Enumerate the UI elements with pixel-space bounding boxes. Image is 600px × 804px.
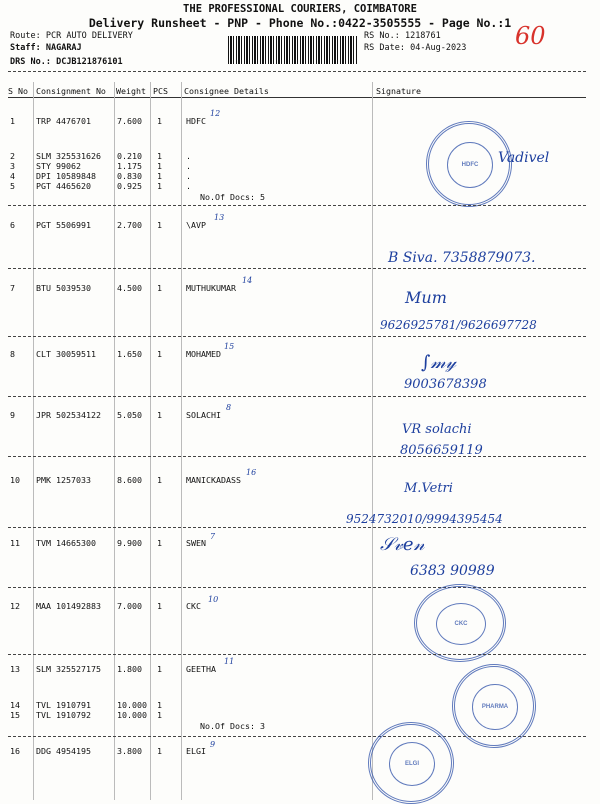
row-sno: 8	[10, 349, 15, 359]
row-consignment: TVL 1910792	[36, 710, 91, 720]
col-divider	[372, 82, 373, 800]
handwritten-mark: 16	[246, 468, 257, 477]
row-sno: 14	[10, 700, 20, 710]
handwritten-mark: 13	[214, 213, 225, 222]
handwritten-count: 60	[515, 22, 546, 50]
rs-date-label: RS Date:	[364, 43, 405, 53]
row-divider	[8, 587, 586, 588]
signature: VR solachi	[402, 422, 472, 437]
row-consignee: SWEN	[186, 538, 206, 548]
pharma-stamp: PHARMA	[452, 664, 536, 748]
row-sno: 1	[10, 116, 15, 126]
row-consignment: CLT 30059511	[36, 349, 96, 359]
row-pcs: 1	[157, 601, 162, 611]
col-divider	[150, 82, 151, 800]
row-divider	[8, 336, 586, 337]
row-consignee: GEETHA	[186, 664, 216, 674]
row-consignee: MOHAMED	[186, 349, 221, 359]
row-consignee: .	[186, 161, 191, 171]
row-sno: 3	[10, 161, 15, 171]
col-consignment: Consignment No	[36, 86, 106, 96]
row-sno: 9	[10, 410, 15, 420]
row-pcs: 1	[157, 181, 162, 191]
row-consignee: .	[186, 171, 191, 181]
row-sno: 6	[10, 220, 15, 230]
row-weight: 2.700	[117, 220, 142, 230]
row-sno: 15	[10, 710, 20, 720]
row-sno: 5	[10, 181, 15, 191]
row-consignment: DPI 10589848	[36, 171, 96, 181]
row-consignment: SLM 325527175	[36, 664, 101, 674]
staff-value: NAGARAJ	[45, 43, 82, 53]
handwritten-mark: 12	[210, 109, 221, 118]
row-sno: 12	[10, 601, 20, 611]
row-weight: 7.600	[117, 116, 142, 126]
handwritten-mark: 14	[242, 276, 253, 285]
col-signature: Signature	[376, 86, 421, 96]
row-consignment: PMK 1257033	[36, 475, 91, 485]
row-weight: 3.800	[117, 746, 142, 756]
row-pcs: 1	[157, 475, 162, 485]
handwritten-mark: 7	[210, 532, 216, 541]
row-divider	[8, 527, 586, 528]
drs-label: DRS No.:	[10, 57, 51, 67]
signature: Vadivel	[498, 150, 550, 166]
row-weight: 0.925	[117, 181, 142, 191]
row-consignment: STY 99062	[36, 161, 81, 171]
phone-note: 9003678398	[404, 377, 487, 392]
barcode	[228, 36, 358, 64]
row-sno: 4	[10, 171, 15, 181]
header-divider	[8, 71, 586, 72]
row-consignee: CKC	[186, 601, 201, 611]
handwritten-mark: 11	[224, 657, 235, 666]
row-weight: 10.000	[117, 710, 147, 720]
phone-note: 9524732010/9994395454	[346, 512, 503, 526]
col-divider	[33, 82, 34, 800]
drs-value: DCJB121876101	[56, 57, 123, 67]
row-sno: 2	[10, 151, 15, 161]
col-pcs: PCS	[153, 86, 168, 96]
row-consignee: MANICKADASS	[186, 475, 241, 485]
row-sno: 10	[10, 475, 20, 485]
signature-scribble: ∫𝓂𝓎	[421, 352, 457, 373]
row-consignment: PGT 5506991	[36, 220, 91, 230]
rs-no-value: 1218761	[404, 31, 441, 41]
row-weight: 10.000	[117, 700, 147, 710]
row-weight: 1.800	[117, 664, 142, 674]
rs-no-line	[364, 31, 441, 41]
rs-date-line	[364, 43, 466, 53]
row-consignment: PGT 4465620	[36, 181, 91, 191]
hdfc-bank-stamp: HDFC	[426, 121, 512, 207]
signature-scribble: 𝒮𝓋𝑒𝓃	[380, 534, 425, 555]
rs-no-label: RS No.:	[364, 31, 400, 41]
row-weight: 8.600	[117, 475, 142, 485]
row-consignee: HDFC	[186, 116, 206, 126]
row-consignee: .	[186, 151, 191, 161]
row-divider	[8, 396, 586, 397]
row-pcs: 1	[157, 161, 162, 171]
row-consignment: SLM 325531626	[36, 151, 101, 161]
company-title: THE PROFESSIONAL COURIERS, COIMBATORE	[183, 3, 417, 15]
column-header-rule	[8, 97, 586, 98]
row-divider	[8, 268, 586, 269]
row-divider	[8, 205, 586, 206]
col-sno: S No	[8, 86, 28, 96]
phone-note: 8056659119	[400, 443, 483, 458]
row-consignment: TRP 4476701	[36, 116, 91, 126]
row-consignment: MAA 101492883	[36, 601, 101, 611]
drs-line	[10, 57, 123, 67]
row-pcs: 1	[157, 410, 162, 420]
handwritten-mark: 8	[226, 403, 232, 412]
row-sno: 11	[10, 538, 20, 548]
row-weight: 4.500	[117, 283, 142, 293]
phone-note: 9626925781/9626697728	[380, 318, 537, 332]
row-divider	[8, 654, 586, 655]
col-consignee: Consignee Details	[184, 86, 269, 96]
handwritten-mark: 9	[210, 740, 216, 749]
route-line	[10, 31, 133, 41]
row-weight: 9.900	[117, 538, 142, 548]
ckc-stamp: CKC	[414, 584, 506, 662]
row-pcs: 1	[157, 116, 162, 126]
row-weight: 0.830	[117, 171, 142, 181]
row-pcs: 1	[157, 151, 162, 161]
row-pcs: 1	[157, 349, 162, 359]
row-pcs: 1	[157, 538, 162, 548]
row-consignee: \AVP	[186, 220, 206, 230]
row-consignment: TVM 14665300	[36, 538, 96, 548]
runsheet-subtitle: Delivery Runsheet - PNP - Phone No.:0422-3505555 - Page No.:1	[88, 16, 512, 30]
row-sno: 16	[10, 746, 20, 756]
row-pcs: 1	[157, 220, 162, 230]
row-consignee: MUTHUKUMAR	[186, 283, 236, 293]
route-label: Route:	[10, 31, 41, 41]
col-weight: Weight	[116, 86, 146, 96]
doc-count: No.Of Docs: 3	[200, 721, 265, 731]
row-pcs: 1	[157, 710, 162, 720]
row-pcs: 1	[157, 746, 162, 756]
row-consignee: SOLACHI	[186, 410, 221, 420]
signature: Mum	[405, 288, 447, 307]
row-consignee: ELGI	[186, 746, 206, 756]
row-weight: 5.050	[117, 410, 142, 420]
row-pcs: 1	[157, 171, 162, 181]
row-consignment: JPR 502534122	[36, 410, 101, 420]
row-weight: 1.175	[117, 161, 142, 171]
row-consignment: TVL 1910791	[36, 700, 91, 710]
route-value: PCR AUTO DELIVERY	[45, 31, 133, 41]
row-sno: 7	[10, 283, 15, 293]
handwritten-mark: 10	[208, 595, 219, 604]
col-divider	[181, 82, 182, 800]
row-pcs: 1	[157, 664, 162, 674]
row-pcs: 1	[157, 700, 162, 710]
row-sno: 13	[10, 664, 20, 674]
row-consignment: DDG 4954195	[36, 746, 91, 756]
row-pcs: 1	[157, 283, 162, 293]
row-divider	[8, 456, 586, 457]
row-weight: 7.000	[117, 601, 142, 611]
row-divider	[8, 736, 586, 737]
signature: M.Vetri	[404, 481, 453, 496]
row-consignee: .	[186, 181, 191, 191]
elgi-stamp: ELGI	[368, 722, 454, 804]
staff-line	[10, 43, 82, 53]
col-divider	[114, 82, 115, 800]
rs-date-value: 04-Aug-2023	[410, 43, 467, 53]
staff-label: Staff:	[10, 43, 41, 53]
row-consignment: BTU 5039530	[36, 283, 91, 293]
handwritten-mark: 15	[224, 342, 235, 351]
row-weight: 1.650	[117, 349, 142, 359]
signature: B Siva. 7358879073.	[388, 250, 536, 266]
doc-count: No.Of Docs: 5	[200, 192, 265, 202]
phone-note: 6383 90989	[410, 563, 495, 579]
row-weight: 0.210	[117, 151, 142, 161]
